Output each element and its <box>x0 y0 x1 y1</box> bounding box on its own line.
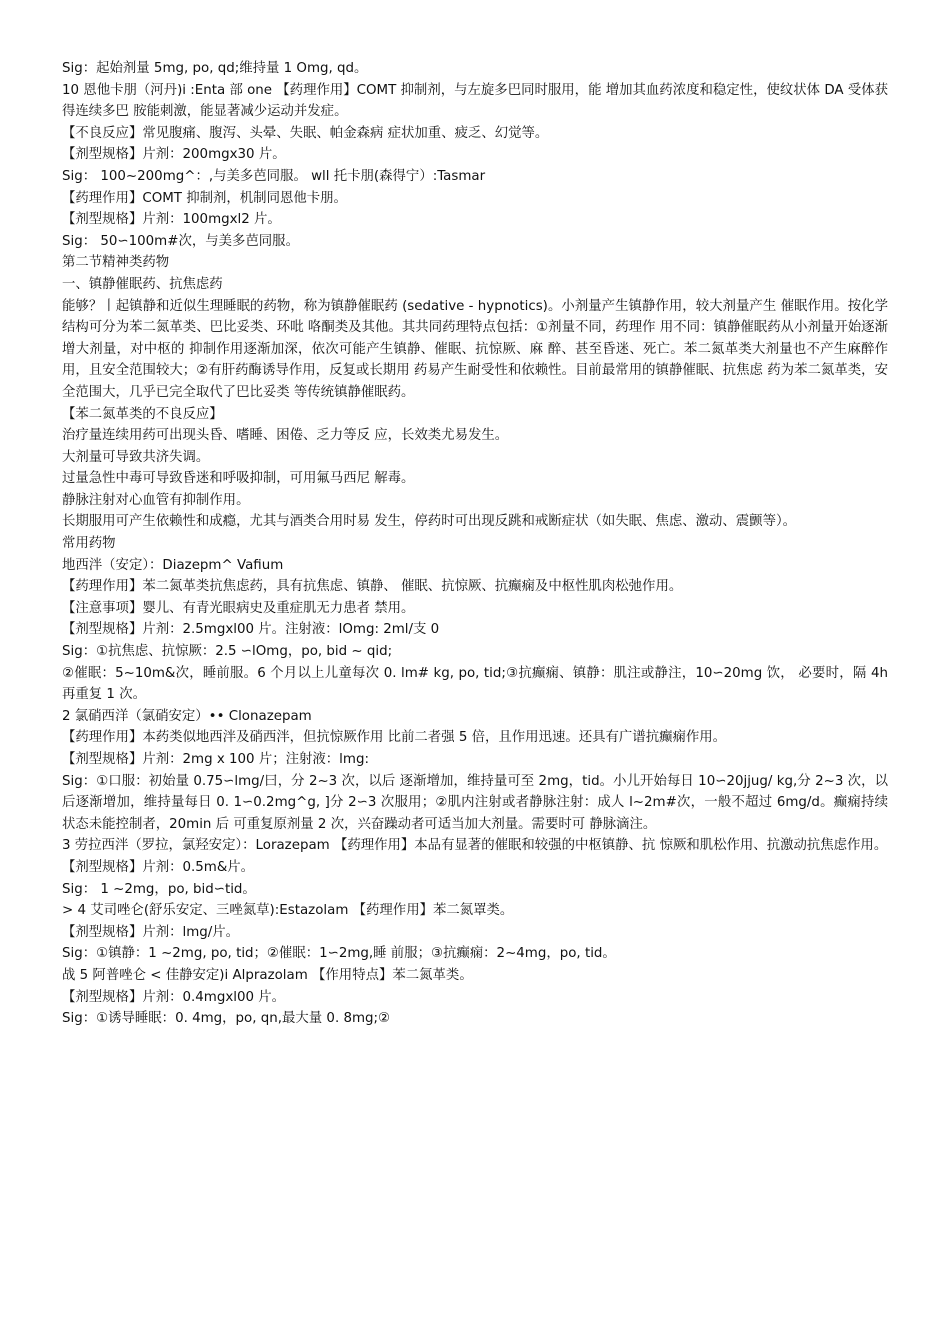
text-line: 【药理作用】苯二氮革类抗焦虑药，具有抗焦虑、镇静、 催眠、抗惊厥、抗癫痫及中枢性肌肉松弛作用。 <box>62 579 683 595</box>
drug-title: 2 氯硝西洋（氯硝安定）•• Clonazepam <box>62 708 312 724</box>
text-line: 【不良反应】常见腹痛、腹泻、头晕、失眠、帕金森病 症状加重、疲乏、幻觉等。 <box>62 125 549 141</box>
text-line: Sig：起始剂量 5mg, po, qd;维持量 1 Omg, qd。 <box>62 61 368 76</box>
section-heading: 第二节精神类药物 <box>62 255 170 271</box>
text-line: 过量急性中毒可导致昏迷和呼吸抑制，可用氟马西尼 解毒。 <box>62 471 415 487</box>
text-line: Sig：①镇静：1 ~2mg, po, tid；②催眠：1∽2mg,睡 前服；③抗癫痫：2~4mg，po, tid。 <box>62 946 616 962</box>
paragraph: 能够？丨起镇静和近似生理睡眠的药物，称为镇静催眠药 (sedative - hypnotics)。小剂量产生镇静作用，较大剂量产生 催眠作用。按化学结构可分为苯二氮革类、巴比妥类、环吡 咯酮类及其他。其共同药理特点包括：①剂量不同，药理作 用不同：镇静催眠药从小剂量开始逐渐增大剂量，对中枢的 抑制作用逐渐加深，依次可能产生镇静、催眠、抗惊厥、麻 醉、甚至昏迷、死亡。苯二氮革类大剂量也不产生麻醉作 用，且安全范围较大；②有肝药酶诱导作用，反复或长期用 药易产生耐受性和依赖性。目前最常用的镇静催眠、抗焦虑 药为苯二氮革类，安全范围大，几乎已完全取代了巴比妥类 等传统镇静催眠药。 <box>62 298 888 400</box>
text-line: 【剂型规格】片剂：2.5mgxl00 片。注射液：lOmg: 2ml/支 0 <box>62 622 440 638</box>
paragraph: 3 劳拉西泮（罗拉，氯羟安定）：Lorazepam 【药理作用】本品有显著的催眠和较强的中枢镇静、抗 惊厥和肌松作用、抗激动抗焦虑作用。 <box>62 838 888 854</box>
paragraph: 10 恩他卡朋（河丹)i :Enta 部 one 【药理作用】COMT 抑制剂，与左旋多巴同时服用，能 增加其血药浓度和稳定性，使纹状体 DA 受体获得连续多巴 胺能刺激，能显著减少运动并发症。 <box>62 82 888 120</box>
text-line: 【注意事项】婴儿、有青光眼病史及重症肌无力患者 禁用。 <box>62 600 415 616</box>
text-line: Sig：①诱导睡眠：0. 4mg，po, qn,最大量 0. 8mg;② <box>62 1011 391 1027</box>
text-line: Sig： 100~200mg^：,与美多芭同服。 wll 托卡朋(森得宁）:Tasmar <box>62 168 486 184</box>
paragraph: 长期服用可产生依赖性和成瘾，尤其与酒类合用时易 发生，停药时可出现反跳和戒断症状（如失眠、焦虑、激动、震颤等）。 <box>62 514 797 530</box>
text-line: 静脉注射对心血管有抑制作用。 <box>62 492 250 508</box>
text-line: > 4 艾司唑仑(舒乐安定、三唑氮草):Estazolam 【药理作用】苯二氮罩类。 <box>62 903 514 919</box>
text-line: 大剂量可导致共济失调。 <box>62 449 210 465</box>
text-line: 【苯二氮革类的不良反应】 <box>62 406 223 422</box>
text-line: Sig： 1 ~2mg，po, bid∽tid。 <box>62 881 256 897</box>
paragraph: Sig：①口服：初始量 0.75∽lmg/曰，分 2~3 次，以后 逐渐增加，维持量可至 2mg，tid。小儿开始每日 10∽20jjug/ kg,分 2~3 次，以后逐渐增加，维持量每日 0. 1∽0.2mg^g, ]分 2∽3 次服用；②肌内注射或者静脉注射：成人 l~2m#次，一般不超过 6mg/d。癫痫持续状态未能控制者，20min 后 可重复原剂量 2 次，兴奋躁动者可适当加大剂量。需要时可 静脉滴注。 <box>62 773 888 832</box>
text-line: 【剂型规格】片剂：200mgx30 片。 <box>62 147 286 163</box>
text-line: 【剂型规格】片剂：100mgxl2 片。 <box>62 212 281 228</box>
text-line: 【剂型规格】片剂：lmg/片。 <box>62 924 240 940</box>
text-line: 【剂型规格】片剂：0.4mgxl00 片。 <box>62 989 286 1005</box>
subsection-heading: 一、镇静催眠药、抗焦虑药 <box>62 276 223 292</box>
subsection-heading: 常用药物 <box>62 536 116 552</box>
text-line: Sig： 50∽100m#次，与美多芭同服。 <box>62 233 299 249</box>
drug-title: 地西泮（安定）：Diazepm^ Vafium <box>62 557 284 573</box>
paragraph: ②催眠：5~10m&次，睡前服。6 个月以上儿童每次 0. lm# kg, po, tid;③抗癫痫、镇静：肌注或静注，10∽20mg 饮， 必要时，隔 4h 再重复 1 次。 <box>62 665 888 703</box>
text-line: 治疗量连续用药可出现头昏、嗜睡、困倦、乏力等反 应，长效类尤易发生。 <box>62 428 509 444</box>
text-line: 【药理作用】COMT 抑制剂，机制同恩他卡朋。 <box>62 190 347 206</box>
text-line: 【剂型规格】片剂：2mg x 100 片；注射液：lmg: <box>62 752 369 767</box>
text-line: 【剂型规格】片剂：0.5m&片。 <box>62 859 255 875</box>
text-line: Sig：①抗焦虑、抗惊厥：2.5 ∽lOmg，po, bid ~ qid; <box>62 644 393 660</box>
paragraph: 【药理作用】本药类似地西泮及硝西泮，但抗惊厥作用 比前二者强 5 倍，且作用迅速。还具有广谱抗癫痫作用。 <box>62 730 727 746</box>
text-line: 战 5 阿普唑仑 < 佳静安定)i Alprazolam 【作用特点】苯二氮革类。 <box>62 967 473 983</box>
